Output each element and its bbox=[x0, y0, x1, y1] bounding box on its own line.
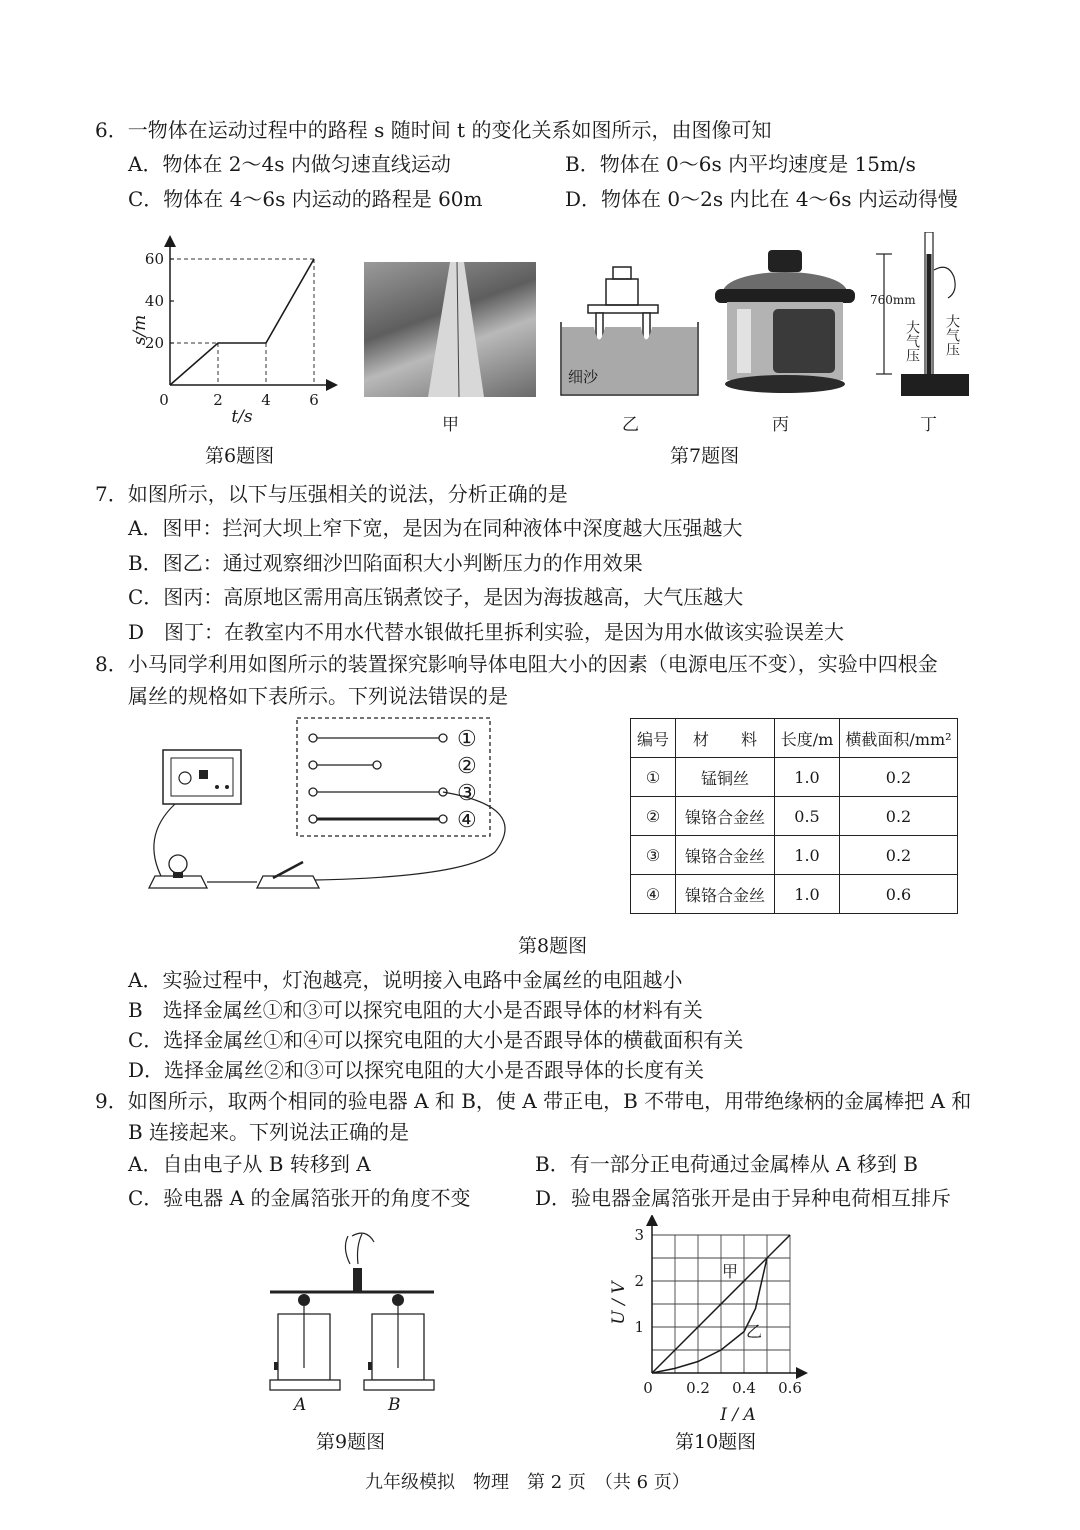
table-cell: 0.2 bbox=[840, 836, 958, 875]
q9-caption: 第9题图 bbox=[316, 1431, 386, 1453]
table-cell: ② bbox=[631, 797, 676, 836]
table-cell: 镍铬合金丝 bbox=[676, 836, 775, 875]
sand-table-diagram bbox=[558, 262, 703, 397]
table-cell: 0.6 bbox=[840, 875, 958, 914]
table-cell: 镍铬合金丝 bbox=[676, 797, 775, 836]
x-tick-label: 0 bbox=[643, 1379, 653, 1397]
sand-label: 细沙 bbox=[568, 368, 599, 386]
series-label-yi: 乙 bbox=[746, 1322, 763, 1341]
table-cell: 0.2 bbox=[840, 797, 958, 836]
q8-caption: 第8题图 bbox=[518, 935, 588, 957]
table-header-cell: 横截面积/mm² bbox=[840, 719, 958, 758]
x-tick-label: 0.6 bbox=[778, 1379, 802, 1397]
torricelli-diagram bbox=[868, 232, 978, 400]
table-cell: ④ bbox=[631, 875, 676, 914]
q7-option-a: A．图甲：拦河大坝上窄下宽，是因为在同种液体中深度越大压强越大 bbox=[128, 516, 743, 540]
q8-stem-line2: 属丝的规格如下表所示。下列说法错误的是 bbox=[128, 684, 508, 708]
table-row bbox=[631, 875, 958, 914]
page-footer: 九年级模拟 物理 第 2 页 （共 6 页） bbox=[365, 1472, 690, 1493]
q6-y-axis-label: s/m bbox=[130, 314, 150, 346]
pressure-cooker-photo bbox=[713, 247, 858, 397]
x-tick-label: 2 bbox=[213, 391, 223, 409]
y-tick-label: 20 bbox=[144, 334, 164, 352]
q7-caption: 第7题图 bbox=[670, 445, 740, 467]
q6-option-a: A．物体在 2～4s 内做匀速直线运动 bbox=[128, 152, 451, 176]
x-tick-label: 0.2 bbox=[686, 1379, 710, 1397]
height-label: 760mm bbox=[870, 293, 916, 307]
q9-stem-line1: 9．如图所示，取两个相同的验电器 A 和 B，使 A 带正电，B 不带电，用带绝缘柄的金属棒把 A 和 bbox=[95, 1089, 972, 1113]
q9-option-a: A．自由电子从 B 转移到 A bbox=[128, 1152, 371, 1176]
table-cell: 锰铜丝 bbox=[676, 758, 775, 797]
y-tick-label: 2 bbox=[634, 1272, 644, 1290]
series-label-jia: 甲 bbox=[722, 1262, 739, 1281]
wire-mark-3: ③ bbox=[457, 781, 477, 806]
q9-option-d: D．验电器金属箔张开是由于异种电荷相互排斥 bbox=[535, 1186, 952, 1210]
q7-option-d: D 图丁：在教室内不用水代替水银做托里拆利实验，是因为用水做该实验误差大 bbox=[128, 620, 845, 644]
y-tick-label: 60 bbox=[144, 250, 164, 268]
q10-ui-chart bbox=[600, 1215, 815, 1430]
q9-stem-line2: B 连接起来。下列说法正确的是 bbox=[128, 1120, 410, 1144]
y-tick-label: 3 bbox=[634, 1226, 644, 1244]
label-bing: 丙 bbox=[772, 415, 789, 435]
dam-photo bbox=[364, 262, 536, 397]
q6-option-c: C．物体在 4～6s 内运动的路程是 60m bbox=[128, 187, 483, 211]
x-tick-label: 4 bbox=[261, 391, 271, 409]
q8-stem-line1: 8．小马同学利用如图所示的装置探究影响导体电阻大小的因素（电源电压不变），实验中四根金 bbox=[95, 652, 938, 676]
x-tick-label: 0 bbox=[159, 391, 169, 409]
q7-option-c: C．图丙：高原地区需用高压锅煮饺子，是因为海拔越高，大气压越大 bbox=[128, 585, 744, 609]
table-cell: 1.0 bbox=[775, 758, 840, 797]
label-jia: 甲 bbox=[442, 415, 459, 435]
electroscope-a-label: A bbox=[294, 1395, 307, 1415]
table-row bbox=[631, 758, 958, 797]
q6-option-d: D．物体在 0～2s 内比在 4～6s 内运动得慢 bbox=[565, 187, 958, 211]
table-header-cell: 长度/m bbox=[775, 719, 840, 758]
wire-spec-table bbox=[630, 718, 958, 914]
electroscope-b-label: B bbox=[388, 1395, 401, 1415]
q6-caption: 第6题图 bbox=[205, 445, 275, 467]
table-header-cell: 编号 bbox=[631, 719, 676, 758]
table-cell: 镍铬合金丝 bbox=[676, 875, 775, 914]
q8-option-a: A．实验过程中，灯泡越亮，说明接入电路中金属丝的电阻越小 bbox=[128, 968, 683, 992]
wire-mark-2: ② bbox=[457, 754, 477, 779]
table-header-row bbox=[631, 719, 958, 758]
wire-mark-4: ④ bbox=[457, 808, 477, 833]
q6-stem: 6．一物体在运动过程中的路程 s 随时间 t 的变化关系如图所示，由图像可知 bbox=[95, 118, 772, 142]
atm-left-label: 大气压 bbox=[904, 320, 920, 362]
table-cell: ① bbox=[631, 758, 676, 797]
y-tick-label: 1 bbox=[634, 1318, 644, 1336]
table-cell: 1.0 bbox=[775, 836, 840, 875]
series-line bbox=[170, 259, 314, 385]
q8-option-b: B 选择金属丝①和③可以探究电阻的大小是否跟导体的材料有关 bbox=[128, 998, 703, 1022]
q9-option-b: B．有一部分正电荷通过金属棒从 A 移到 B bbox=[535, 1152, 918, 1176]
label-ding: 丁 bbox=[920, 415, 937, 435]
y-tick-label: 40 bbox=[144, 292, 164, 310]
q10-caption: 第10题图 bbox=[675, 1431, 757, 1453]
q10-y-axis-label: U / V bbox=[609, 1281, 629, 1325]
q10-x-axis-label: I / A bbox=[720, 1405, 756, 1425]
table-header-cell: 材 料 bbox=[676, 719, 775, 758]
table-row bbox=[631, 797, 958, 836]
table-cell: ③ bbox=[631, 836, 676, 875]
q6-option-b: B．物体在 0～6s 内平均速度是 15m/s bbox=[565, 152, 916, 176]
table-cell: 1.0 bbox=[775, 875, 840, 914]
x-tick-label: 6 bbox=[309, 391, 319, 409]
table-row bbox=[631, 836, 958, 875]
q7-option-b: B．图乙：通过观察细沙凹陷面积大小判断压力的作用效果 bbox=[128, 551, 643, 575]
table-cell: 0.5 bbox=[775, 797, 840, 836]
q7-stem: 7．如图所示，以下与压强相关的说法，分析正确的是 bbox=[95, 482, 568, 506]
electroscope-diagram bbox=[262, 1228, 442, 1418]
q8-circuit-diagram bbox=[135, 712, 525, 902]
q6-st-chart bbox=[120, 235, 340, 435]
q8-option-d: D．选择金属丝②和③可以探究电阻的大小是否跟导体的长度有关 bbox=[128, 1058, 705, 1082]
label-yi: 乙 bbox=[622, 415, 639, 435]
wire-mark-1: ① bbox=[457, 727, 477, 752]
atm-right-label: 大气压 bbox=[944, 314, 960, 356]
q9-option-c: C．验电器 A 的金属箔张开的角度不变 bbox=[128, 1186, 471, 1210]
x-tick-label: 0.4 bbox=[732, 1379, 756, 1397]
q8-option-c: C．选择金属丝①和④可以探究电阻的大小是否跟导体的横截面积有关 bbox=[128, 1028, 744, 1052]
q6-x-axis-label: t/s bbox=[231, 407, 253, 427]
table-cell: 0.2 bbox=[840, 758, 958, 797]
